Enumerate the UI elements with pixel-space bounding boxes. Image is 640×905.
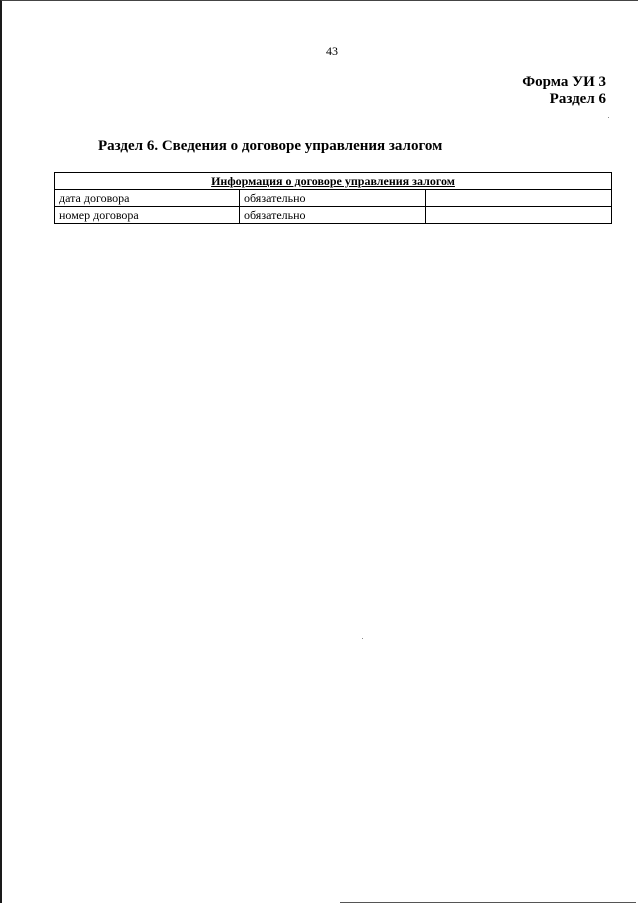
- requirement-cell: обязательно: [240, 207, 426, 224]
- table-header-row: [55, 173, 612, 190]
- scan-speck: [608, 117, 609, 118]
- page-number: 43: [326, 44, 338, 58]
- table-header: Информация о договоре управления залогом: [55, 173, 612, 190]
- scan-edge-line: [340, 902, 636, 903]
- field-name-cell: дата договора: [55, 190, 240, 207]
- contract-info-table: [54, 172, 612, 224]
- requirement-cell: обязательно: [240, 190, 426, 207]
- table-row: [55, 207, 612, 224]
- form-name: Форма УИ 3: [522, 74, 606, 90]
- form-header: [522, 74, 606, 108]
- form-section: Раздел 6: [549, 91, 606, 107]
- note-cell: [426, 207, 612, 224]
- field-name-cell: номер договора: [55, 207, 240, 224]
- note-cell: [426, 190, 612, 207]
- scan-speck: [362, 638, 363, 639]
- section-title: Раздел 6. Сведения о договоре управления залогом: [98, 138, 443, 154]
- table-row: [55, 190, 612, 207]
